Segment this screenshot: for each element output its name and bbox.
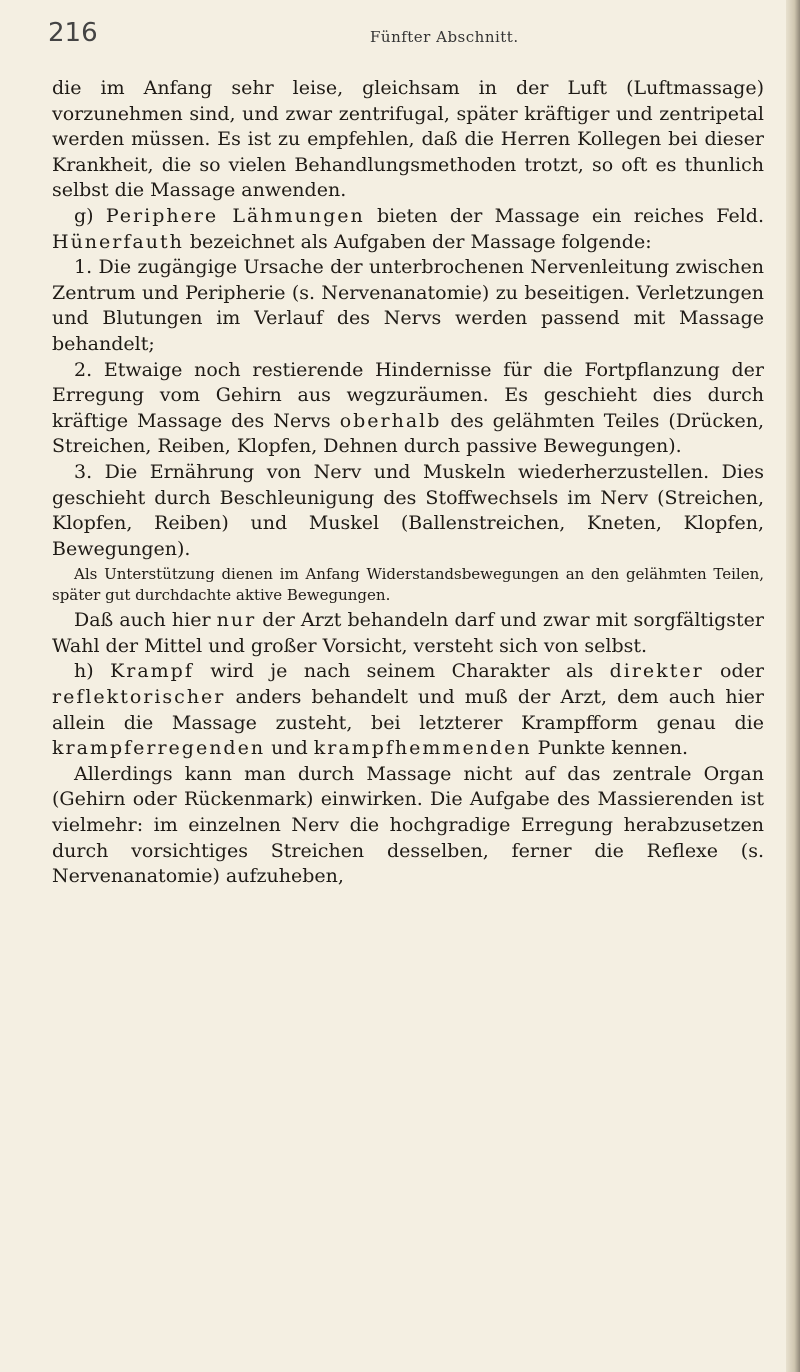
running-head: Fünfter Abschnitt. bbox=[370, 28, 519, 46]
page-number: 216 bbox=[48, 18, 98, 48]
page-header bbox=[48, 18, 748, 58]
list-item-1: 1. Die zugängige Ursache der unterbrochenen Nervenleitung zwischen Zentrum und Peripherie (s. Nervenanatomie) zu beseitigen. Verletzungen und Blutungen im Verlauf des Nervs werden passend mit Massage behandelt; bbox=[52, 256, 764, 355]
emphasis-cramp-inhibiting: krampfhemmenden bbox=[313, 737, 532, 760]
body-text bbox=[52, 76, 764, 890]
paragraph-3-emphasis: nur bbox=[216, 609, 257, 632]
paragraph-3-text-a: Daß auch hier bbox=[74, 609, 217, 632]
page-edge bbox=[786, 0, 800, 1372]
emphasis-cramp-inducing: krampferregenden bbox=[52, 737, 266, 760]
paragraph-4 bbox=[52, 659, 764, 761]
list-item-3: 3. Die Ernährung von Nerv und Muskeln wiederherzustellen. Dies geschieht durch Beschleunigung des Stoffwechsels im Nerv (Streichen, Klopfen, Reiben) und Muskel (Ballenstreichen, Kneten, Klopfen, Bewegungen). bbox=[52, 460, 764, 560]
paragraph-3 bbox=[52, 608, 764, 659]
paragraph-1: die im Anfang sehr leise, gleichsam in der Luft (Luftmassage) vorzunehmen sind, und zwar zentrifugal, später kräftiger und zentripetal werden müssen. Es ist zu empfehlen, daß die Herren Kollegen bei dieser Krankheit, die so vielen Behandlungsmethoden trotzt, so oft es thunlich selbst die Massage anwenden. bbox=[52, 77, 764, 202]
paragraph-2 bbox=[52, 204, 764, 255]
emphasis-direct: direkter bbox=[609, 660, 704, 683]
paragraph-2-text-a: bieten der Massage ein reiches Feld. bbox=[364, 204, 764, 227]
paragraph-4-text-2: oder bbox=[703, 660, 764, 683]
list-item-2-text-b: des gelähmten Teiles (Drücken, Streichen, Reiben, Klopfen, Dehnen durch passive Bewegungen). bbox=[52, 409, 764, 458]
paragraph-3-text-b: der Arzt behandeln darf und zwar mit sorgfältigster Wahl der Mittel und großer Vorsicht, versteht sich von selbst. bbox=[52, 609, 764, 657]
paragraph-4-text-1: wird je nach seinem Charakter als bbox=[193, 660, 610, 683]
author-name: Hünerfauth bbox=[52, 230, 184, 253]
list-item-2 bbox=[52, 358, 764, 460]
section-term-peripheral-paralysis: Periphere Lähmungen bbox=[105, 204, 365, 227]
paragraph-2-text-b: bezeichnet als Aufgaben der Massage folgende: bbox=[183, 230, 652, 253]
paragraph-4-text-3: anders behandelt und muß der Arzt, dem auch hier allein die Massage zusteht, bei letzterer Krampfform genau die bbox=[52, 686, 764, 734]
section-label-h: h) bbox=[74, 660, 111, 683]
section-term-cramp: Krampf bbox=[110, 660, 194, 683]
footnote-remark: Als Unterstützung dienen im Anfang Widerstandsbewegungen an den gelähmten Teilen, später gut durchdachte aktive Bewegungen. bbox=[52, 565, 764, 605]
list-item-2-text-a: 2. Etwaige noch restierende Hindernisse für die Fortpflanzung der Erregung vom Gehirn aus wegzuräumen. Es geschieht dies durch kräftige Massage des Nervs bbox=[52, 358, 764, 432]
emphasis-reflex: reflektorischer bbox=[52, 686, 226, 709]
section-label-g: g) bbox=[74, 204, 94, 227]
paragraph-5: Allerdings kann man durch Massage nicht auf das zentrale Organ (Gehirn oder Rückenmark) einwirken. Die Aufgabe des Massierenden ist vielmehr: im einzelnen Nerv die hochgradige Erregung herabzusetzen durch vorsichtiges Streichen desselben, ferner die Reflexe (s. Nervenanatomie) aufzuheben, bbox=[52, 762, 764, 888]
paragraph-4-text-5: Punkte kennen. bbox=[531, 737, 689, 760]
list-item-2-emphasis: oberhalb bbox=[339, 409, 442, 432]
paragraph-4-text-4: und bbox=[265, 737, 314, 760]
